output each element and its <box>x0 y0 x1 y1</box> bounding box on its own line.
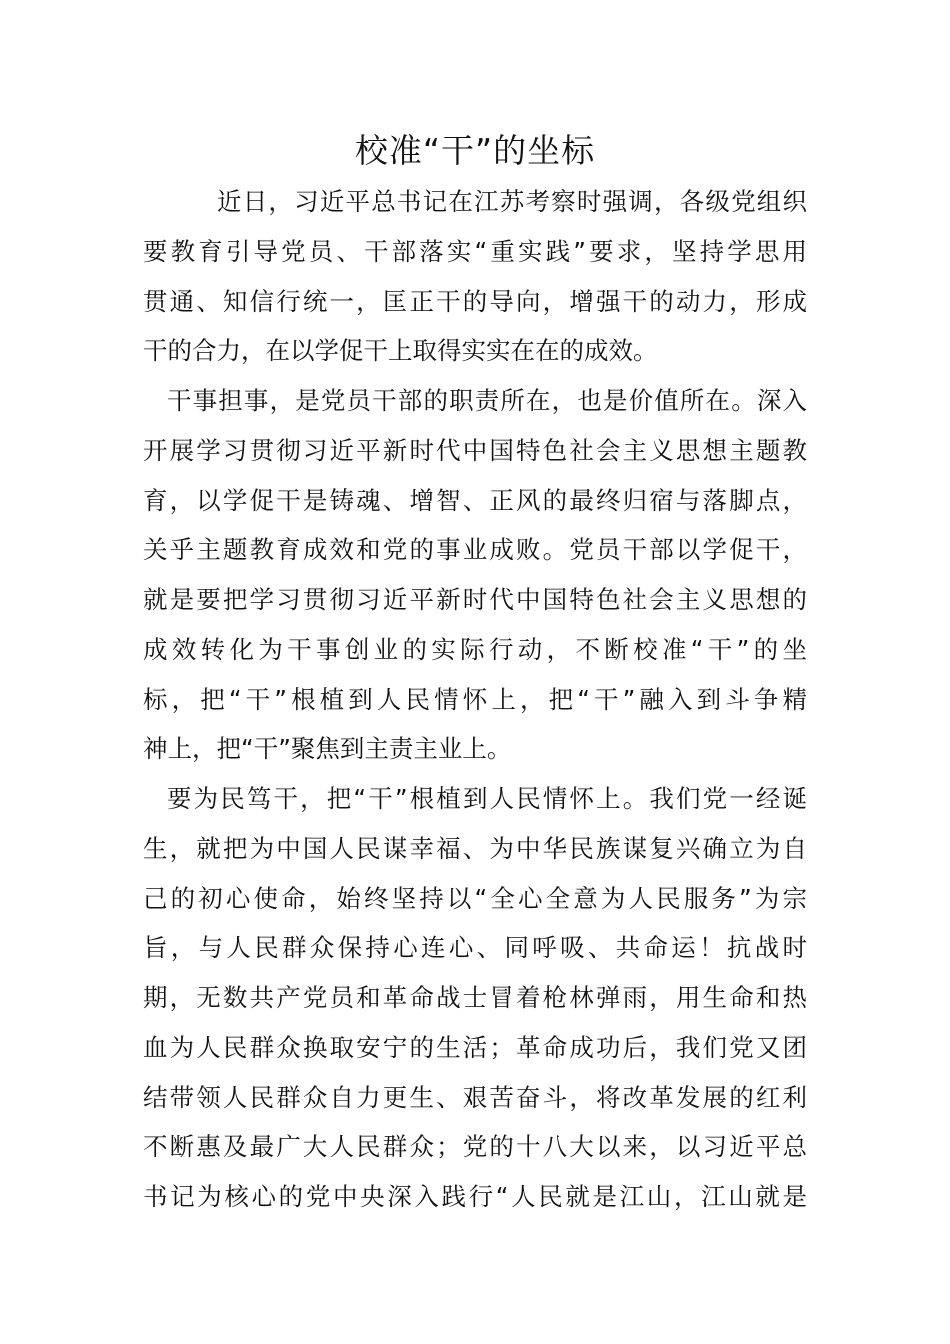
text-line: 关乎主题教育成效和党的事业成败。党员干部以学促干， <box>143 535 807 565</box>
text-line: 神上，把“干”聚焦到主责主业上。 <box>143 734 512 764</box>
text-line: 干事担事，是党员干部的职责所在，也是价值所在。深入 <box>167 386 807 415</box>
text-line: 近日，习近平总书记在江苏考察时强调，各级党组织 <box>217 187 807 216</box>
paragraph-1 <box>143 177 807 376</box>
text-line: 血为人民群众换取安宁的生活；革命成功后，我们党又团 <box>143 1032 807 1062</box>
text-line: 标，把“干”根植到人民情怀上，把“干”融入到斗争精 <box>143 684 807 714</box>
text-line: 成效转化为干事创业的实际行动，不断校准“干”的坐 <box>143 634 807 664</box>
text-line: 要为民笃干，把“干”根植到人民情怀上。我们党一经诞 <box>167 784 807 813</box>
text-line: 开展学习贯彻习近平新时代中国特色社会主义思想主题教 <box>143 435 807 465</box>
paragraph-2 <box>143 376 807 774</box>
text-line: 贯通、知信行统一，匡正干的导向，增强干的动力，形成 <box>143 286 807 316</box>
text-line: 生，就把为中国人民谋幸福、为中华民族谋复兴确立为自 <box>143 833 807 863</box>
text-line: 育，以学促干是铸魂、增智、正风的最终归宿与落脚点， <box>143 485 807 515</box>
text-line: 要教育引导党员、干部落实“重实践”要求，坚持学思用 <box>143 236 807 266</box>
text-line: 旨，与人民群众保持心连心、同呼吸、共命运！抗战时 <box>143 933 807 963</box>
text-line: 就是要把学习贯彻习近平新时代中国特色社会主义思想的 <box>143 585 807 614</box>
document-title: 校准“干”的坐标 <box>354 131 596 170</box>
text-line: 己的初心使命，始终坚持以“全心全意为人民服务”为宗 <box>143 883 807 913</box>
document-body <box>143 177 807 1222</box>
text-line: 干的合力，在以学促干上取得实实在在的成效。 <box>143 336 658 366</box>
text-line: 不断惠及最广大人民群众；党的十八大以来，以习近平总 <box>143 1132 807 1162</box>
text-line: 期，无数共产党员和革命战士冒着枪林弹雨，用生命和热 <box>143 983 807 1012</box>
text-line: 结带领人民群众自力更生、艰苦奋斗，将改革发展的红利 <box>143 1082 807 1112</box>
text-line: 书记为核心的党中央深入践行“人民就是江山，江山就是 <box>143 1182 807 1211</box>
paragraph-3 <box>143 774 807 1222</box>
